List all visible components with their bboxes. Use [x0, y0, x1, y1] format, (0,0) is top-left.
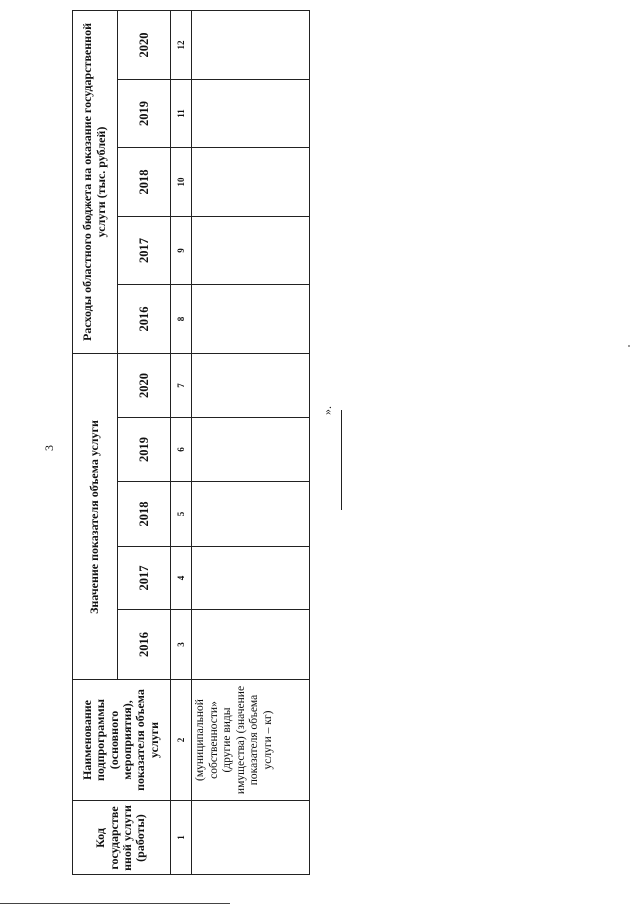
- column-number-5: 5: [175, 511, 186, 517]
- col-line-7: [72, 353, 310, 354]
- closing-mark: ».: [320, 406, 334, 415]
- rotated-table-page: [72, 10, 310, 875]
- table-border-top: [72, 10, 73, 875]
- expense-year-2018: 2018: [137, 169, 151, 195]
- column-number-1: 1: [175, 835, 186, 840]
- scan-dot: [628, 345, 630, 347]
- bottom-rule: [0, 903, 230, 904]
- column-number-8: 8: [175, 316, 186, 322]
- volume-year-2018: 2018: [137, 501, 151, 527]
- header-name: Наименование подпрограммы (основного мероприятия), показателя объема услуги: [79, 689, 161, 791]
- column-number-10: 10: [175, 177, 186, 187]
- column-number-7: 7: [175, 383, 186, 388]
- expense-year-2019: 2019: [137, 101, 151, 126]
- volume-year-2019: 2019: [137, 437, 151, 462]
- volume-year-2020: 2020: [137, 373, 151, 398]
- expense-year-2020: 2020: [137, 32, 151, 58]
- table-border-bottom: [309, 10, 310, 875]
- header-volume-group: Значение показателя объема услуги: [86, 420, 101, 614]
- expense-year-2017: 2017: [137, 238, 151, 263]
- volume-year-2017: 2017: [137, 565, 151, 591]
- column-number-4: 4: [175, 575, 186, 581]
- column-number-11: 11: [175, 109, 186, 118]
- column-number-9: 9: [175, 248, 186, 253]
- number-row-bottom-line: [191, 10, 192, 875]
- table-row-name: (муниципальной собственности» (другие виды имущества) (значение показателя объема услуги – кг): [194, 685, 274, 795]
- table-row-code: [193, 803, 307, 873]
- volume-year-2016: 2016: [137, 632, 151, 657]
- column-number-6: 6: [175, 447, 186, 452]
- page-number: 3: [42, 445, 56, 451]
- col-line-2: [72, 679, 310, 680]
- col-line-1: [72, 800, 310, 801]
- column-number-12: 12: [175, 40, 186, 50]
- closing-underline: [341, 410, 342, 510]
- column-number-2: 2: [175, 737, 186, 743]
- expense-year-2016: 2016: [137, 306, 151, 332]
- header-code: Код государстве нной услуги (работы): [93, 805, 148, 871]
- header-expenses-group: Расходы областного бюджета на оказание государственной услуги (тыс. рублей): [80, 22, 108, 342]
- column-number-3: 3: [175, 642, 186, 647]
